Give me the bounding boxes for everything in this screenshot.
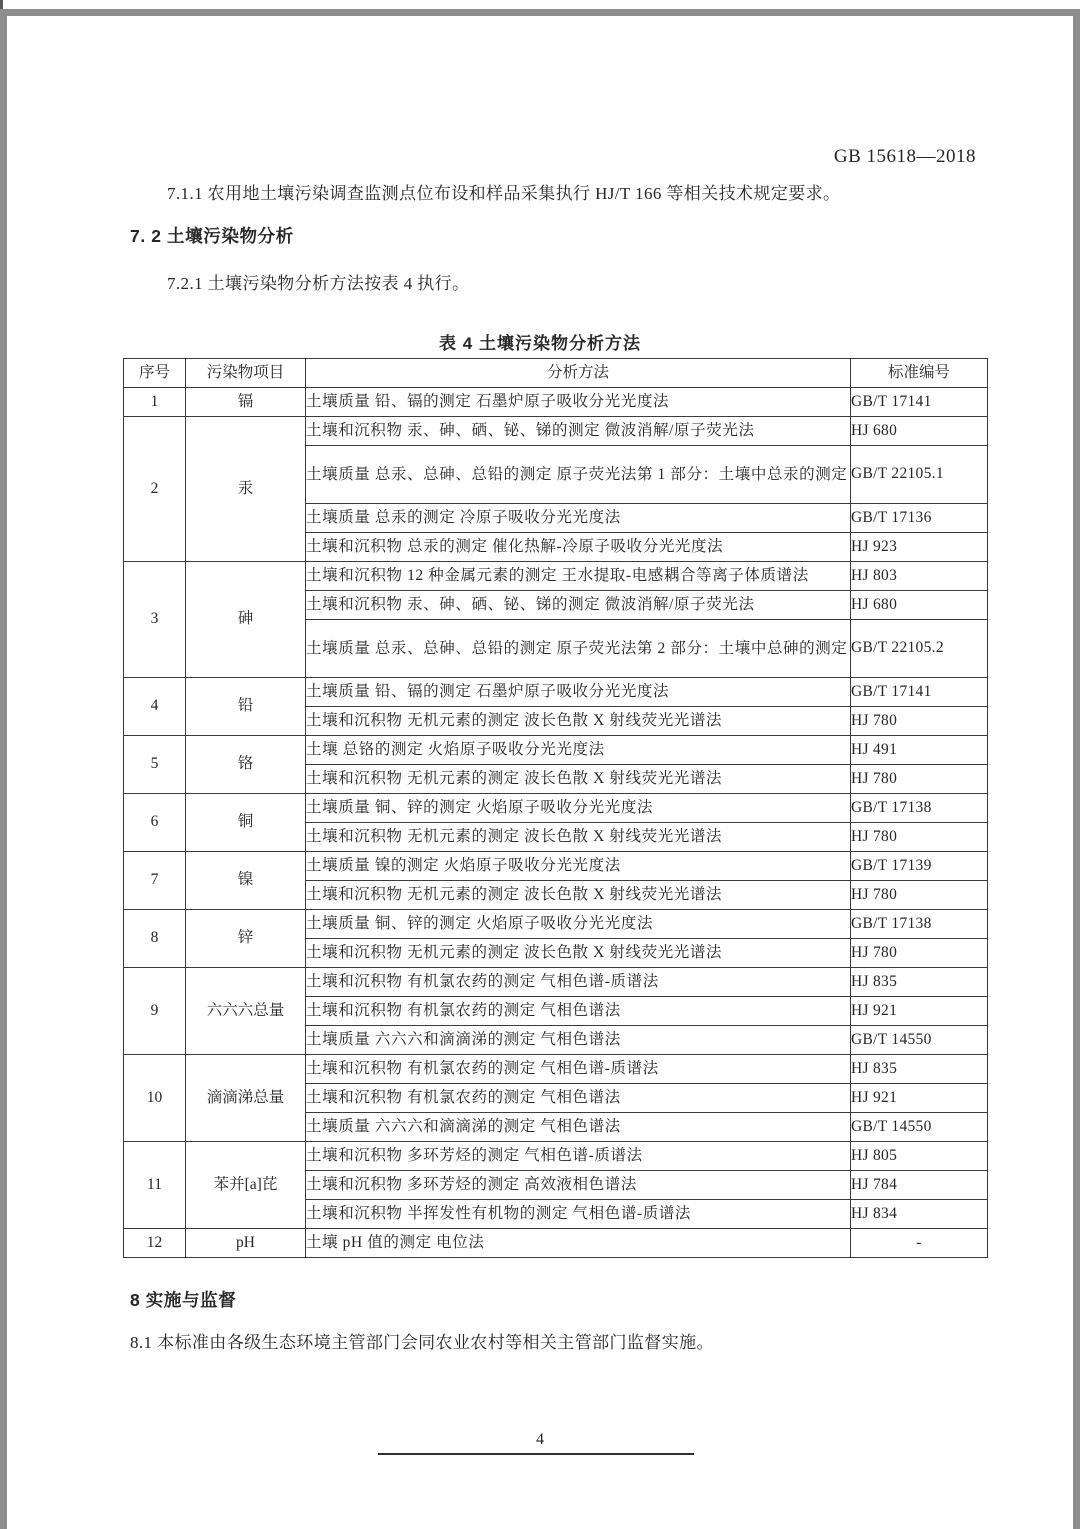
table-row <box>124 1055 988 1084</box>
cell-standard: GB/T 14550 <box>851 1113 988 1142</box>
cell-method: 土壤和沉积物 无机元素的测定 波长色散 X 射线荧光光谱法 <box>306 823 851 852</box>
cell-standard: HJ 491 <box>851 736 988 765</box>
cell-pollutant: 铜 <box>186 794 306 852</box>
cell-standard: GB/T 17138 <box>851 910 988 939</box>
cell-method: 土壤质量 总汞、总砷、总铅的测定 原子荧光法第 1 部分：土壤中总汞的测定 <box>306 446 851 504</box>
cell-method: 土壤和沉积物 汞、砷、硒、铋、锑的测定 微波消解/原子荧光法 <box>306 591 851 620</box>
cell-standard: HJ 780 <box>851 823 988 852</box>
cell-pollutant: 苯并[a]芘 <box>186 1142 306 1229</box>
col-header-method: 分析方法 <box>306 359 851 388</box>
cell-standard: HJ 835 <box>851 968 988 997</box>
page-gap-bar-right <box>1073 9 1080 1529</box>
cell-method: 土壤质量 铜、锌的测定 火焰原子吸收分光光度法 <box>306 794 851 823</box>
cell-index: 7 <box>124 852 186 910</box>
cell-method: 土壤质量 镍的测定 火焰原子吸收分光光度法 <box>306 852 851 881</box>
table-row <box>124 910 988 939</box>
page-gap-bar-top <box>0 9 1080 16</box>
col-header-standard: 标准编号 <box>851 359 988 388</box>
cell-method: 土壤和沉积物 有机氯农药的测定 气相色谱法 <box>306 1084 851 1113</box>
cell-method: 土壤和沉积物 有机氯农药的测定 气相色谱法 <box>306 997 851 1026</box>
cell-index: 4 <box>124 678 186 736</box>
cell-method: 土壤质量 铅、镉的测定 石墨炉原子吸收分光光度法 <box>306 388 851 417</box>
cell-method: 土壤和沉积物 半挥发性有机物的测定 气相色谱-质谱法 <box>306 1200 851 1229</box>
footer-rule <box>378 1453 694 1455</box>
cell-method: 土壤和沉积物 无机元素的测定 波长色散 X 射线荧光光谱法 <box>306 765 851 794</box>
cell-index: 6 <box>124 794 186 852</box>
table-row <box>124 388 988 417</box>
cell-method: 土壤和沉积物 有机氯农药的测定 气相色谱-质谱法 <box>306 1055 851 1084</box>
heading-7-2: 7. 2 土壤污染物分析 <box>130 226 294 246</box>
cell-pollutant: 锌 <box>186 910 306 968</box>
cell-index: 3 <box>124 562 186 678</box>
table-row <box>124 678 988 707</box>
cell-standard: HJ 921 <box>851 1084 988 1113</box>
cell-standard: HJ 923 <box>851 533 988 562</box>
cell-standard: HJ 834 <box>851 1200 988 1229</box>
cell-method: 土壤质量 铅、镉的测定 石墨炉原子吸收分光光度法 <box>306 678 851 707</box>
cell-pollutant: 铅 <box>186 678 306 736</box>
table-row <box>124 794 988 823</box>
table-row <box>124 736 988 765</box>
cell-standard: HJ 780 <box>851 707 988 736</box>
cell-pollutant: pH <box>186 1229 306 1258</box>
cell-index: 12 <box>124 1229 186 1258</box>
cell-standard: HJ 780 <box>851 939 988 968</box>
cell-standard: GB/T 22105.1 <box>851 446 988 504</box>
table-header-row <box>124 359 988 388</box>
cell-standard: HJ 780 <box>851 765 988 794</box>
table-row <box>124 1229 988 1258</box>
table-4-title: 表 4 土壤污染物分析方法 <box>439 334 641 353</box>
clause-7-2-1: 7.2.1 土壤污染物分析方法按表 4 执行。 <box>167 274 470 293</box>
table-row <box>124 968 988 997</box>
cell-pollutant: 滴滴涕总量 <box>186 1055 306 1142</box>
table-row <box>124 562 988 591</box>
table-row <box>124 417 988 446</box>
cell-standard: GB/T 17136 <box>851 504 988 533</box>
cell-method: 土壤和沉积物 总汞的测定 催化热解-冷原子吸收分光光度法 <box>306 533 851 562</box>
analysis-methods-table <box>123 358 988 1258</box>
cell-standard: HJ 803 <box>851 562 988 591</box>
cell-pollutant: 砷 <box>186 562 306 678</box>
cell-method: 土壤和沉积物 无机元素的测定 波长色散 X 射线荧光光谱法 <box>306 881 851 910</box>
cell-index: 10 <box>124 1055 186 1142</box>
cell-method: 土壤和沉积物 多环芳烃的测定 高效液相色谱法 <box>306 1171 851 1200</box>
clause-8-1: 8.1 本标准由各级生态环境主管部门会同农业农村等相关主管部门监督实施。 <box>130 1333 714 1352</box>
cell-method: 土壤和沉积物 多环芳烃的测定 气相色谱-质谱法 <box>306 1142 851 1171</box>
cell-standard: HJ 921 <box>851 997 988 1026</box>
cell-method: 土壤和沉积物 有机氯农药的测定 气相色谱-质谱法 <box>306 968 851 997</box>
cell-index: 1 <box>124 388 186 417</box>
cell-method: 土壤质量 总汞的测定 冷原子吸收分光光度法 <box>306 504 851 533</box>
cell-standard: HJ 805 <box>851 1142 988 1171</box>
clause-7-1-1: 7.1.1 农用地土壤污染调查监测点位布设和样品采集执行 HJ/T 166 等相关技术规定要求。 <box>167 184 841 203</box>
cell-standard: GB/T 22105.2 <box>851 620 988 678</box>
col-header-pollutant: 污染物项目 <box>186 359 306 388</box>
cell-method: 土壤 总铬的测定 火焰原子吸收分光光度法 <box>306 736 851 765</box>
cell-index: 9 <box>124 968 186 1055</box>
cell-method: 土壤和沉积物 12 种金属元素的测定 王水提取-电感耦合等离子体质谱法 <box>306 562 851 591</box>
cell-standard: GB/T 17141 <box>851 388 988 417</box>
cell-standard: HJ 784 <box>851 1171 988 1200</box>
cell-standard: GB/T 17141 <box>851 678 988 707</box>
cell-standard: HJ 680 <box>851 417 988 446</box>
cell-standard: GB/T 14550 <box>851 1026 988 1055</box>
cell-method: 土壤和沉积物 无机元素的测定 波长色散 X 射线荧光光谱法 <box>306 939 851 968</box>
cell-method: 土壤质量 总汞、总砷、总铅的测定 原子荧光法第 2 部分：土壤中总砷的测定 <box>306 620 851 678</box>
cell-pollutant: 镉 <box>186 388 306 417</box>
cell-standard: HJ 780 <box>851 881 988 910</box>
cell-pollutant: 六六六总量 <box>186 968 306 1055</box>
page-number: 4 <box>536 1431 544 1448</box>
cell-method: 土壤质量 铜、锌的测定 火焰原子吸收分光光度法 <box>306 910 851 939</box>
table-row <box>124 1142 988 1171</box>
heading-8: 8 实施与监督 <box>130 1290 237 1310</box>
cell-pollutant: 铬 <box>186 736 306 794</box>
cell-index: 5 <box>124 736 186 794</box>
cell-method: 土壤和沉积物 汞、砷、硒、铋、锑的测定 微波消解/原子荧光法 <box>306 417 851 446</box>
cell-standard: HJ 835 <box>851 1055 988 1084</box>
cell-pollutant: 镍 <box>186 852 306 910</box>
standard-number: GB 15618—2018 <box>833 146 976 167</box>
cell-method: 土壤和沉积物 无机元素的测定 波长色散 X 射线荧光光谱法 <box>306 707 851 736</box>
col-header-index: 序号 <box>124 359 186 388</box>
cell-standard: HJ 680 <box>851 591 988 620</box>
cell-method: 土壤 pH 值的测定 电位法 <box>306 1229 851 1258</box>
table-body <box>124 388 988 1258</box>
cell-standard: - <box>851 1229 988 1258</box>
cell-standard: GB/T 17139 <box>851 852 988 881</box>
cell-method: 土壤质量 六六六和滴滴涕的测定 气相色谱法 <box>306 1026 851 1055</box>
cell-index: 8 <box>124 910 186 968</box>
cell-pollutant: 汞 <box>186 417 306 562</box>
cell-index: 2 <box>124 417 186 562</box>
page-gap-bar-left <box>0 9 7 1529</box>
cell-method: 土壤质量 六六六和滴滴涕的测定 气相色谱法 <box>306 1113 851 1142</box>
cell-index: 11 <box>124 1142 186 1229</box>
scan-edge-mark <box>0 0 3 9</box>
cell-standard: GB/T 17138 <box>851 794 988 823</box>
table-row <box>124 852 988 881</box>
